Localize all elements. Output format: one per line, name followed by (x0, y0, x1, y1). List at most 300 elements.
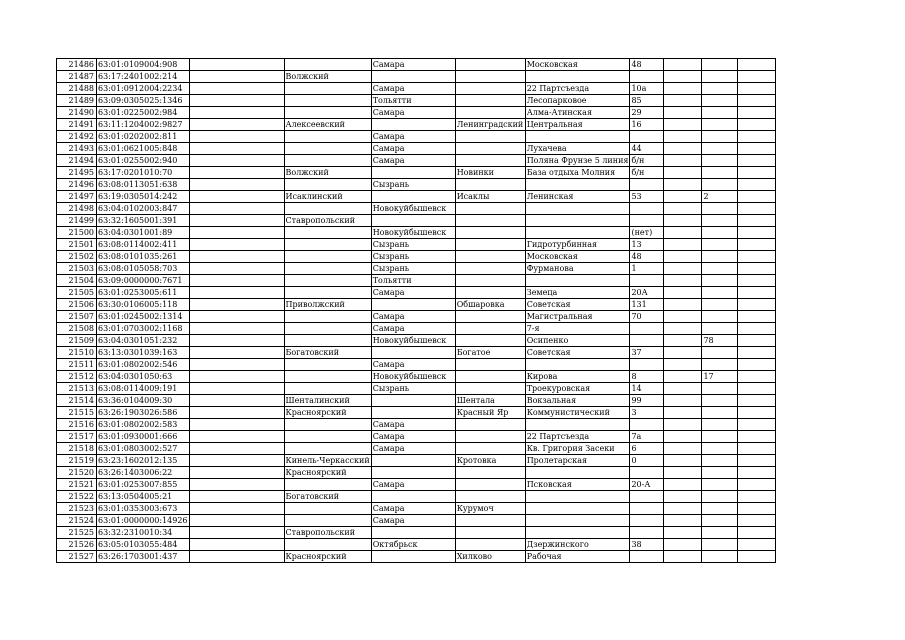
table-cell: Рабочая (525, 551, 630, 563)
table-cell: 63:26:1403006:22 (97, 467, 190, 479)
table-cell: Новокуйбышевск (371, 203, 455, 215)
table-cell: 20-А (630, 479, 664, 491)
table-cell (738, 455, 776, 467)
table-cell (664, 155, 702, 167)
table-cell (455, 359, 525, 371)
table-cell: 21512 (57, 371, 97, 383)
table-cell: Красноярский (284, 407, 371, 419)
table-row (57, 95, 776, 107)
table-cell: Лухачева (525, 143, 630, 155)
table-cell (189, 335, 284, 347)
table-cell (189, 83, 284, 95)
table-cell (702, 383, 738, 395)
table-cell (702, 275, 738, 287)
table-cell: Лесопарковое (525, 95, 630, 107)
table-cell: Новинки (455, 167, 525, 179)
table-row (57, 167, 776, 179)
table-cell: 21504 (57, 275, 97, 287)
table-row (57, 455, 776, 467)
table-cell: 63:01:0202002:811 (97, 131, 190, 143)
table-cell (455, 143, 525, 155)
table-cell: 63:04:0301001:89 (97, 227, 190, 239)
table-cell (455, 179, 525, 191)
table-cell: Коммунистический (525, 407, 630, 419)
table-cell (455, 287, 525, 299)
table-cell (664, 383, 702, 395)
table-row (57, 287, 776, 299)
table-cell: 63:17:0201010:70 (97, 167, 190, 179)
table-cell (664, 83, 702, 95)
table-cell (371, 467, 455, 479)
table-cell: Новокуйбышевск (371, 371, 455, 383)
table-cell: 85 (630, 95, 664, 107)
table-cell (664, 191, 702, 203)
table-cell (738, 251, 776, 263)
table-cell: 53 (630, 191, 664, 203)
table-cell (630, 419, 664, 431)
table-cell (284, 251, 371, 263)
table-cell (284, 323, 371, 335)
table-cell (284, 83, 371, 95)
table-row (57, 203, 776, 215)
table-cell: Курумоч (455, 503, 525, 515)
table-cell (189, 107, 284, 119)
table-cell: б/н (630, 167, 664, 179)
table-cell: 21503 (57, 263, 97, 275)
table-cell (664, 335, 702, 347)
table-cell (284, 371, 371, 383)
table-cell (525, 467, 630, 479)
table-cell: Самара (371, 359, 455, 371)
table-cell (738, 491, 776, 503)
table-cell: Самара (371, 479, 455, 491)
table-row (57, 491, 776, 503)
table-cell (455, 443, 525, 455)
table-cell (371, 119, 455, 131)
table-row (57, 515, 776, 527)
table-cell: 21523 (57, 503, 97, 515)
table-cell (738, 371, 776, 383)
table-cell (189, 251, 284, 263)
table-cell (455, 335, 525, 347)
table-cell (702, 203, 738, 215)
table-row (57, 503, 776, 515)
table-cell (189, 479, 284, 491)
table-cell (702, 179, 738, 191)
table-cell (738, 299, 776, 311)
table-cell: 21514 (57, 395, 97, 407)
table-cell (664, 515, 702, 527)
table-cell (455, 467, 525, 479)
table-cell: 63:26:1703001:437 (97, 551, 190, 563)
table-cell (630, 335, 664, 347)
table-cell: Самара (371, 287, 455, 299)
table-cell: 63:08:0114009:191 (97, 383, 190, 395)
table-cell: 14 (630, 383, 664, 395)
table-cell (702, 419, 738, 431)
table-cell: 21502 (57, 251, 97, 263)
table-cell (189, 371, 284, 383)
table-cell: 7-я (525, 323, 630, 335)
table-cell (702, 323, 738, 335)
table-cell: Сызрань (371, 239, 455, 251)
table-cell (525, 227, 630, 239)
table-cell (702, 59, 738, 71)
table-cell (702, 311, 738, 323)
table-cell (189, 539, 284, 551)
table-cell (630, 515, 664, 527)
table-cell (630, 71, 664, 83)
table-cell: 21516 (57, 419, 97, 431)
table-cell (664, 419, 702, 431)
table-cell (738, 503, 776, 515)
table-cell (284, 431, 371, 443)
table-cell: 63:01:0225002:984 (97, 107, 190, 119)
table-cell (738, 467, 776, 479)
table-cell: 63:09:0305025:1346 (97, 95, 190, 107)
table-cell: 21489 (57, 95, 97, 107)
table-cell (738, 395, 776, 407)
table-cell (664, 395, 702, 407)
table-cell: 20А (630, 287, 664, 299)
table-cell (189, 227, 284, 239)
table-cell: Кротовка (455, 455, 525, 467)
table-row (57, 239, 776, 251)
table-cell: 63:01:0912004:2234 (97, 83, 190, 95)
table-row (57, 383, 776, 395)
table-cell: 63:01:0253005:611 (97, 287, 190, 299)
table-cell (664, 71, 702, 83)
table-cell (738, 95, 776, 107)
table-cell: 63:19:0305014:242 (97, 191, 190, 203)
table-cell: 21487 (57, 71, 97, 83)
table-cell: Кинель-Черкасский (285, 456, 370, 465)
table-row (57, 71, 776, 83)
table-cell: Сызрань (371, 179, 455, 191)
table-cell (189, 95, 284, 107)
table-cell: 21493 (57, 143, 97, 155)
table-cell: 21486 (57, 59, 97, 71)
table-cell (455, 59, 525, 71)
table-cell: Поляна Фрунзе 5 линия (526, 156, 629, 165)
table-cell: Богатое (455, 347, 525, 359)
table-cell (702, 107, 738, 119)
table-cell (284, 335, 371, 347)
table-cell (630, 359, 664, 371)
table-cell (738, 479, 776, 491)
table-cell: 63:32:2310010:34 (97, 527, 190, 539)
table-cell (189, 119, 284, 131)
table-cell (189, 419, 284, 431)
table-cell (738, 431, 776, 443)
table-cell (284, 107, 371, 119)
table-cell: 63:01:0621005:848 (97, 143, 190, 155)
table-cell (371, 299, 455, 311)
table-cell (702, 539, 738, 551)
table-cell: 63:01:0255002:940 (97, 155, 190, 167)
table-cell (189, 275, 284, 287)
table-cell: Богатовский (284, 347, 371, 359)
table-cell (455, 71, 525, 83)
table-cell (664, 551, 702, 563)
table-cell: Ленинградский (456, 120, 524, 129)
table-cell: 21494 (57, 155, 97, 167)
table-cell (525, 419, 630, 431)
table-cell (371, 551, 455, 563)
table-cell: 21490 (57, 107, 97, 119)
table-cell (664, 167, 702, 179)
table-cell (284, 95, 371, 107)
table-cell (284, 275, 371, 287)
table-cell (738, 191, 776, 203)
table-cell (189, 311, 284, 323)
table-row (57, 299, 776, 311)
table-cell: 21507 (57, 311, 97, 323)
table-cell (284, 203, 371, 215)
table-cell (371, 167, 455, 179)
table-row (57, 311, 776, 323)
table-cell: 63:08:0101035:261 (97, 251, 190, 263)
table-body (57, 59, 776, 563)
table-cell (738, 263, 776, 275)
table-cell (664, 311, 702, 323)
table-row (57, 467, 776, 479)
table-cell (455, 515, 525, 527)
table-cell: Кв. Григория Засеки (525, 443, 630, 455)
table-cell (525, 491, 630, 503)
table-cell (664, 539, 702, 551)
table-cell: 21496 (57, 179, 97, 191)
table-cell (702, 443, 738, 455)
table-cell (525, 215, 630, 227)
table-cell: Самара (371, 131, 455, 143)
table-cell (455, 491, 525, 503)
table-cell: 21511 (57, 359, 97, 371)
table-cell: Самара (371, 311, 455, 323)
table-row (57, 479, 776, 491)
table-cell (702, 431, 738, 443)
table-cell: 21501 (57, 239, 97, 251)
table-cell (664, 491, 702, 503)
table-cell (702, 227, 738, 239)
table-cell: Фурманова (525, 263, 630, 275)
table-cell: 63:01:0253007:855 (97, 479, 190, 491)
table-cell: 21522 (57, 491, 97, 503)
table-cell (455, 239, 525, 251)
table-cell (455, 419, 525, 431)
table-cell: 21497 (57, 191, 97, 203)
table-row (57, 275, 776, 287)
table-cell: Самара (371, 503, 455, 515)
table-cell (702, 551, 738, 563)
table-cell: Алма-Атинская (525, 107, 630, 119)
table-row (57, 191, 776, 203)
table-cell (455, 479, 525, 491)
table-cell (664, 323, 702, 335)
table-cell (455, 263, 525, 275)
table-cell (455, 215, 525, 227)
table-cell (189, 239, 284, 251)
table-cell: 21513 (57, 383, 97, 395)
table-cell (664, 371, 702, 383)
table-cell (738, 275, 776, 287)
table-cell: 63:32:1605001:391 (97, 215, 190, 227)
table-cell: Самара (371, 155, 455, 167)
table-row (57, 83, 776, 95)
table-cell (738, 119, 776, 131)
table-cell: 21520 (57, 467, 97, 479)
table-cell (702, 251, 738, 263)
table-cell: 21505 (57, 287, 97, 299)
table-cell: Богатовский (284, 491, 371, 503)
table-cell (525, 131, 630, 143)
table-cell: Сызрань (371, 383, 455, 395)
table-cell (455, 431, 525, 443)
table-row (57, 551, 776, 563)
table-cell: Волжский (284, 71, 371, 83)
table-row (57, 227, 776, 239)
table-cell (738, 227, 776, 239)
table-cell: Троекуровская (525, 383, 630, 395)
table-cell (738, 143, 776, 155)
table-cell (702, 395, 738, 407)
table-cell: Советская (525, 347, 630, 359)
table-cell: Дзержинского (525, 539, 630, 551)
data-table (56, 58, 776, 563)
table-cell (371, 395, 455, 407)
table-cell (284, 359, 371, 371)
table-cell (664, 443, 702, 455)
table-cell (702, 131, 738, 143)
table-cell: Самара (371, 107, 455, 119)
table-cell (189, 203, 284, 215)
spreadsheet (56, 58, 776, 563)
table-cell (371, 191, 455, 203)
table-cell (738, 203, 776, 215)
table-cell: Сызрань (371, 263, 455, 275)
table-cell (738, 179, 776, 191)
table-cell (189, 287, 284, 299)
table-cell (525, 527, 630, 539)
table-cell: Самара (371, 323, 455, 335)
table-cell: б/н (630, 155, 664, 167)
table-cell (664, 215, 702, 227)
table-cell (284, 59, 371, 71)
table-cell: 63:26:1903026:586 (97, 407, 190, 419)
table-cell (455, 275, 525, 287)
table-cell (630, 491, 664, 503)
table-cell (664, 107, 702, 119)
table-cell (284, 179, 371, 191)
table-cell: 63:01:0000000:14926 (98, 516, 188, 525)
table-cell: Самара (371, 443, 455, 455)
table-cell: Исаклы (455, 191, 525, 203)
table-cell: 21498 (57, 203, 97, 215)
table-cell: 63:36:0104009:30 (97, 395, 190, 407)
table-cell (664, 347, 702, 359)
table-cell (455, 107, 525, 119)
table-cell: Ставропольский (284, 215, 371, 227)
table-cell (525, 275, 630, 287)
table-cell: 63:01:0802002:583 (97, 419, 190, 431)
table-cell: Октябрьск (371, 539, 455, 551)
table-cell (664, 287, 702, 299)
table-cell: 63:04:0301050:63 (97, 371, 190, 383)
table-cell (455, 539, 525, 551)
table-cell: Центральная (525, 119, 630, 131)
table-cell: Ставропольский (284, 527, 371, 539)
table-cell (284, 311, 371, 323)
table-cell: Самара (371, 419, 455, 431)
table-cell (189, 167, 284, 179)
table-cell: Осипенко (525, 335, 630, 347)
table-cell: Тольятти (371, 275, 455, 287)
table-cell: 63:01:0109004:908 (97, 59, 190, 71)
table-cell (664, 59, 702, 71)
table-cell: 63:09:0000000:7671 (97, 275, 190, 287)
table-cell (189, 443, 284, 455)
table-cell (664, 275, 702, 287)
table-cell (702, 119, 738, 131)
table-cell (738, 419, 776, 431)
table-cell (702, 299, 738, 311)
table-cell (525, 359, 630, 371)
table-cell: Самара (371, 59, 455, 71)
table-cell (455, 227, 525, 239)
table-cell (630, 503, 664, 515)
table-cell (284, 263, 371, 275)
table-cell (630, 275, 664, 287)
table-cell: 63:04:0301051:232 (97, 335, 190, 347)
table-cell (702, 95, 738, 107)
table-cell (189, 323, 284, 335)
table-cell (702, 239, 738, 251)
table-cell: 21499 (57, 215, 97, 227)
table-cell (371, 347, 455, 359)
table-cell: 22 Партсъезда (525, 431, 630, 443)
table-row (57, 359, 776, 371)
table-cell (664, 143, 702, 155)
table-cell (702, 167, 738, 179)
table-cell (284, 155, 371, 167)
table-cell (189, 143, 284, 155)
table-cell (455, 251, 525, 263)
table-cell (455, 527, 525, 539)
table-cell: 63:01:0353003:673 (97, 503, 190, 515)
table-cell: 21517 (57, 431, 97, 443)
table-cell (738, 443, 776, 455)
table-cell: Магистральная (525, 311, 630, 323)
table-cell: Самара (371, 431, 455, 443)
table-cell (738, 335, 776, 347)
table-cell: 1 (630, 263, 664, 275)
table-cell: 63:30:0106005:118 (97, 299, 190, 311)
table-row (57, 107, 776, 119)
table-cell (371, 71, 455, 83)
table-row (57, 215, 776, 227)
table-cell: Исаклинский (284, 191, 371, 203)
table-cell (189, 71, 284, 83)
table-cell (284, 539, 371, 551)
table-cell (525, 179, 630, 191)
table-cell (189, 515, 284, 527)
table-cell (738, 59, 776, 71)
table-cell (284, 419, 371, 431)
table-cell (284, 443, 371, 455)
table-cell: 99 (630, 395, 664, 407)
table-cell (664, 179, 702, 191)
table-cell: Сызрань (371, 251, 455, 263)
